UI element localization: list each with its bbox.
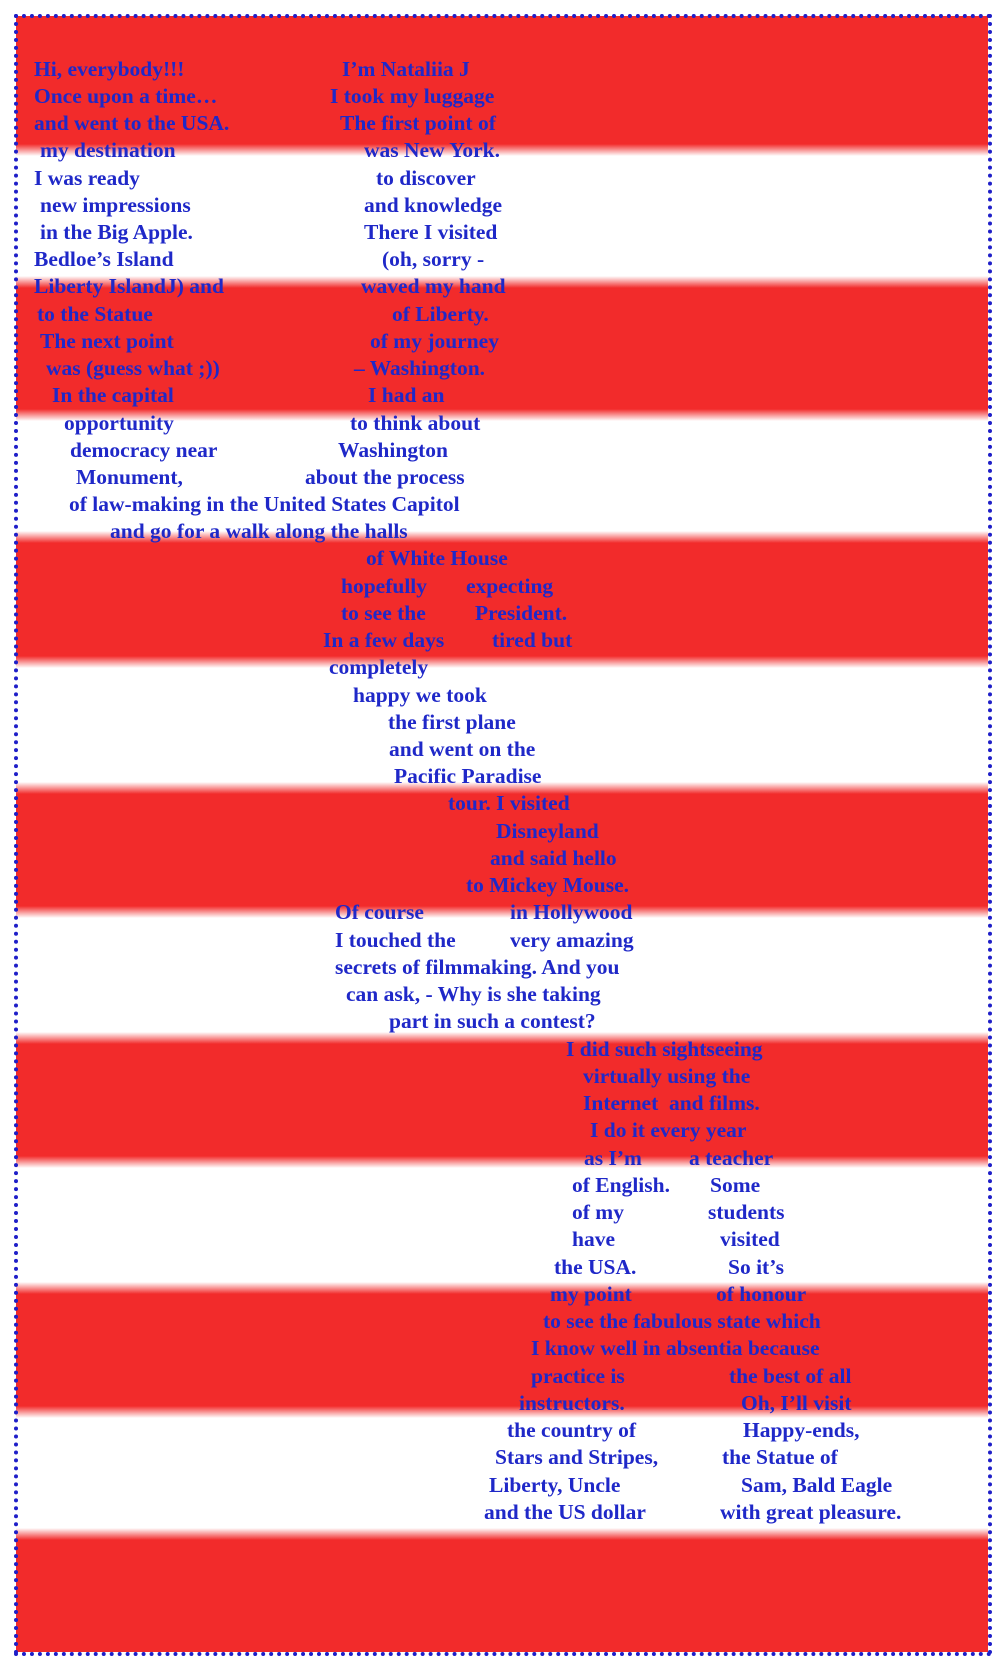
poem-line: to the Statue: [37, 302, 153, 326]
poem-line: Some: [710, 1173, 761, 1197]
poem-line: was (guess what ;)): [46, 356, 220, 380]
poem-line: In the capital: [52, 383, 174, 407]
poem-line: I’m Nataliia J: [342, 57, 470, 81]
poem-line: I did such sightseeing: [566, 1037, 763, 1061]
poem-line: I took my luggage: [330, 84, 495, 108]
poem-line: (oh, sorry -: [382, 247, 485, 271]
poem-line: I touched the: [335, 928, 456, 952]
poem-line: the first plane: [388, 710, 516, 734]
poem-line: very amazing: [510, 928, 634, 952]
poem-line: I do it every year: [590, 1118, 747, 1142]
poem-line: the Statue of: [722, 1445, 838, 1469]
poem-line: part in such a contest?: [389, 1009, 596, 1033]
poem-line: as I’m: [584, 1146, 642, 1170]
poem-line: to discover: [376, 166, 476, 190]
poem-line: in the Big Apple.: [40, 220, 193, 244]
poem-line: The first point of: [340, 111, 496, 135]
poem-line: my destination: [40, 138, 176, 162]
poem-line: Internet and films.: [583, 1091, 760, 1115]
poem-line: a teacher: [689, 1146, 774, 1170]
poem-line: hopefully: [341, 574, 428, 598]
poem-line: practice is: [531, 1364, 625, 1388]
poem-line: instructors.: [519, 1391, 625, 1415]
poem-line: about the process: [305, 465, 465, 489]
poem-line: completely: [329, 655, 429, 679]
poem-line: to see the fabulous state which: [543, 1309, 821, 1333]
poem-line: and the US dollar: [484, 1500, 646, 1524]
poem-line: to see the: [341, 601, 426, 625]
poem-line: virtually using the: [583, 1064, 751, 1088]
poem-line: the country of: [507, 1418, 636, 1442]
poem-line: So it’s: [728, 1255, 784, 1279]
poem-line: the best of all: [729, 1364, 852, 1388]
poem-line: and said hello: [490, 846, 617, 870]
poem-line: with great pleasure.: [720, 1500, 902, 1524]
poem-line: happy we took: [353, 683, 487, 707]
poem-line: tired but: [492, 628, 573, 652]
poem-line: and went to the USA.: [34, 111, 230, 135]
poem-line: In a few days: [323, 628, 445, 652]
poem-line: Bedloe’s Island: [34, 247, 174, 271]
poem-line: was New York.: [364, 138, 500, 162]
poem-line: and went on the: [389, 737, 536, 761]
poem-line: Disneyland: [496, 819, 599, 843]
poem-line: to think about: [350, 411, 481, 435]
poem-line: of honour: [716, 1282, 807, 1306]
poem-line: Sam, Bald Eagle: [741, 1473, 893, 1497]
poem-line: and knowledge: [364, 193, 502, 217]
poem-line: Liberty, Uncle: [489, 1473, 621, 1497]
poem-line: can ask, - Why is she taking: [346, 982, 601, 1006]
poem-line: Hi, everybody!!!: [34, 57, 185, 81]
poem-line: of law-making in the United States Capitol: [69, 492, 460, 516]
poem-line: expecting: [466, 574, 554, 598]
poem-line: of White House: [366, 546, 508, 570]
poem-line: of English.: [572, 1173, 670, 1197]
poem-line: Oh, I’ll visit: [741, 1391, 852, 1415]
poem-line: Liberty IslandJ) and: [34, 274, 224, 298]
poem-line: and go for a walk along the halls: [110, 519, 408, 543]
poem-line: secrets of filmmaking. And you: [335, 955, 620, 979]
poem-line: democracy near: [70, 438, 218, 462]
poem-line: opportunity: [64, 411, 174, 435]
poem-line: – Washington.: [354, 356, 486, 380]
poem-line: Stars and Stripes,: [495, 1445, 659, 1469]
poem-line: Monument,: [76, 465, 183, 489]
poem-line: of my journey: [370, 329, 499, 353]
poem-line: I had an: [368, 383, 445, 407]
poem-line: There I visited: [364, 220, 498, 244]
poem-line: Pacific Paradise: [394, 764, 542, 788]
poem-line: have: [572, 1227, 615, 1251]
poem-line: I was ready: [34, 166, 140, 190]
poem-line: Happy-ends,: [743, 1418, 860, 1442]
poem-line: Once upon a time…: [34, 84, 218, 108]
poem-line: I know well in absentia because: [531, 1336, 820, 1360]
poem-line: to Mickey Mouse.: [466, 873, 630, 897]
poem-line: President.: [475, 601, 568, 625]
poem-line: students: [708, 1200, 785, 1224]
poem-line: my point: [550, 1282, 632, 1306]
poem-line: tour. I visited: [448, 791, 570, 815]
poem-line: visited: [720, 1227, 780, 1251]
poem-line: of Liberty.: [392, 302, 489, 326]
poem-line: the USA.: [554, 1255, 637, 1279]
poem-line: Of course: [335, 900, 424, 924]
poem-line: waved my hand: [361, 274, 506, 298]
poem-line: new impressions: [40, 193, 191, 217]
poem-line: in Hollywood: [510, 900, 633, 924]
poem-line: The next point: [40, 329, 174, 353]
poem-line: Washington: [338, 438, 448, 462]
poem-line: of my: [572, 1200, 624, 1224]
